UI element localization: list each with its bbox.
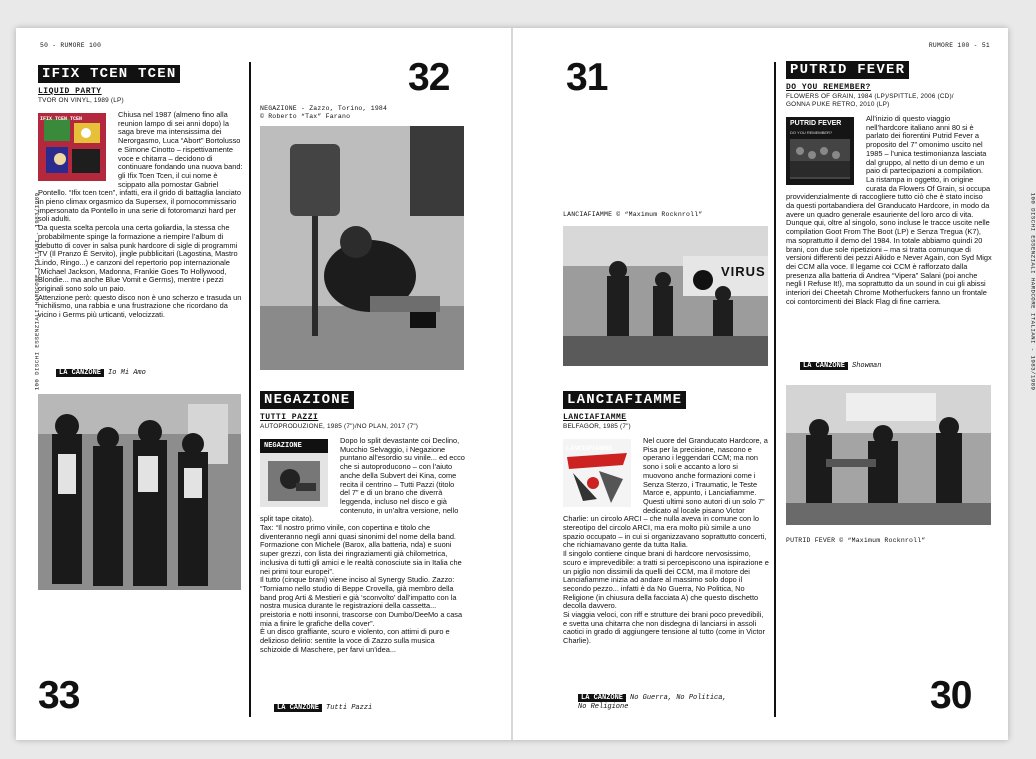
album-title: LANCIAFIAMME — [563, 413, 627, 422]
song-tag: LA CANZONE — [274, 704, 322, 712]
column-rule — [249, 62, 251, 717]
entry-lanciafiamme — [563, 390, 769, 646]
album-title: DO YOU REMEMBER? — [786, 83, 871, 92]
release-label-line: FLOWERS OF GRAIN, 1984 (LP)/SPITTLE, 2006 (CD)/ — [786, 93, 954, 100]
review-paragraph: Questi ultimi sono autori di un solo 7” dedicato al locale pisano Victor Charlie: un circolo ARCI – che nulla aveva in comune con lo stereotipo del circolo ARCI, ma era molto più simile a uno spazio occupato – in cui si organizzavano soprattutto concerti, che richiamavano gente da tutta Italia. — [563, 496, 767, 550]
cover-text: NEGAZIONE — [264, 442, 302, 450]
album-title: LIQUID PARTY — [38, 87, 102, 96]
photo-caption-line: © Roberto “Tax” Farano — [260, 113, 351, 120]
cover-text: PUTRID FEVER — [790, 120, 842, 127]
band-name: IFIX TCEN TCEN — [38, 65, 180, 83]
review-paragraph: La ristampa in oggetto, in origine curata da Flowers Of Grain, si occupa provvidenzialmente di raccogliere tutto ciò che è stato inciso da questi portabandiera del Granducato Hardcore, in modo da avere un quadro generale esauriente del loro arco di vita. Dunque qui, oltre al singolo, sono incluse le tracce uscite nelle compilation Goot From The Boot (LP) e Senza Tregua (K7), ma soprattutto il demo del 1984. In totale abbiamo quindi 20 brani, con due sole ripetizioni – ma si tratta comunque di versioni differenti dei pezzi Aikido e Never Again, con Syd Migx dei CCM alla voce. Il legame coi CCM è rafforzato dalla presenza alla batteria di Andrea “Vipera” Salani (poi anche negli I Refuse It!), ma soprattutto da un sound in cui gli abissi interiori dei Cheetah Chrome Motherfuckers fanno un frontale coi contorcimenti dei Black Flag di fine carriera. — [786, 174, 992, 306]
featured-song — [56, 369, 146, 378]
band-name: PUTRID FEVER — [786, 61, 909, 79]
featured-song — [274, 704, 372, 713]
spine-gutter — [511, 28, 513, 740]
review-text — [563, 437, 769, 646]
review-paragraph: Il tutto (cinque brani) viene inciso al Synergy Studio. Zazzo: “Torniamo nello studio di Beppe Crovella, già membro della band prog Arti & Mestieri e già ‘sconvolto’ dall’impatto con la nostra musica durante le registrazioni della cassetta... preistoria e notti insonni, trascorse con Dumbo/DeeMo a casa mia a finire le grafiche della cover”. — [260, 575, 463, 628]
photo-banner-text: VIRUS — [721, 264, 766, 279]
magazine-spread — [16, 28, 1036, 740]
album-cover — [38, 113, 106, 181]
review-paragraph: È un disco graffiante, scuro e violento, con attimi di puro e delizioso delirio: sentite la voce di Zazzo sulla musica schizoide di Maschere, per farvi un’idea... — [260, 627, 450, 654]
column-rule — [774, 62, 776, 717]
entry-negazione — [260, 390, 466, 655]
page-number: 33 — [38, 674, 80, 717]
side-label-left: 100 DISCHI ESSENZIALI HARDCORE ITALIANI - 1983/1989 — [33, 192, 41, 391]
band-photo-putrid-fever — [786, 385, 991, 525]
album-cover — [786, 117, 854, 185]
review-paragraph: Nel cuore del Granducato Hardcore, a Pisa per la precisione, nascono e operano i leggendari CCM; ma non sono i soli e accanto a loro si muovono anche formazioni come i Senza Sterzo, i Traumatic, le Teste Marce e, appunto, i Lanciafiamme. — [643, 436, 768, 498]
song-tag: LA CANZONE — [56, 369, 104, 377]
band-photo-ifix — [38, 394, 241, 590]
cover-text: IFIX TCEN TCEN — [40, 116, 83, 122]
album-title: TUTTI PAZZI — [260, 413, 319, 422]
page-number: 31 — [566, 56, 608, 99]
band-name: NEGAZIONE — [260, 391, 354, 409]
band-photo-negazione — [260, 126, 464, 370]
side-label-right: 100 DISCHI ESSENZIALI HARDCORE ITALIANI - 1983/1989 — [1029, 192, 1036, 391]
review-paragraph: Da questa scelta percola una certa goliardia, la stessa che probabilmente spinge la formazione a riempire l’album di debutto di cover in salsa punk hardcore di sigle di programmi TV (Il Pranzo È Servito), jingle pubblicitari (Lagostina, Mastro Lindo, Ringo...) e canzoni del repertorio pop internazionale (Michael Jackson, Madonna, Frankie Goes To Hollywood, Blondie... ma anche Blue Vomit e Germs), mentre i pezzi originali sono solo un paio. — [38, 223, 238, 294]
photo-caption — [260, 105, 387, 121]
song-title: Tutti Pazzi — [326, 704, 373, 712]
band-photo-lanciafiamme — [563, 226, 768, 366]
review-paragraph: Chiusa nel 1987 (almeno fino alla reunion lampo di sei anni dopo) la saga breve ma intensissima dei Nerorgasmo, Luca “Abort” Bortolusso e Simone Cinotto – rispettivamente voce e chitarra – decidono di continuare fondando una — [118, 110, 241, 172]
review-paragraph: nuova band: gli Ifix Tcen Tcen, il cui nome è scippato alla pornostar Gabriel Pontello. “Ifix tcen tcen”, infatti, era il grido di battaglia lanciato in pieno climax orgasmico da Supersex, il pornocommissario impersonato da Pontello in una serie di fotoromanzi hard per soli adulti. — [38, 162, 243, 224]
band-name: LANCIAFIAMME — [563, 391, 686, 409]
cover-text: LANCIAFIAMME — [566, 446, 613, 452]
photo-caption: LANCIAFIAMME © “Maximum Rocknroll” — [563, 211, 703, 218]
release-label: TVOR ON VINYL, 1989 (LP) — [38, 97, 124, 104]
photo-caption-line: NEGAZIONE - Zazzo, Torino, 1984 — [260, 105, 388, 112]
running-head-left: 50 - RUMORE 100 — [40, 42, 102, 49]
album-cover — [563, 439, 631, 507]
review-paragraph: Tax: “Il nostro primo vinile, con copertina e titolo che diventeranno negli anni quasi sinonimi del nome della band. Formazione con Michele (Barox, alla batteria, nda) e suoni super grezzi, con lista dei ringraziamenti già chilometrica, inclusiva di tutti gli amici e le realtà conosciute sia in Italia che nei primi tour europei”. — [260, 523, 462, 576]
running-head-right: RUMORE 100 - 51 — [928, 42, 990, 49]
song-title: Showman — [852, 362, 882, 370]
review-paragraph: Si viaggia veloci, con riff e strutture dei brani poco prevedibili, e svetta una chitarra che non disdegna di lanciarsi in assoli caotici in grado di aggiungere tensione al tutto (come in Victor Charlie). — [563, 610, 765, 646]
photo-caption: PUTRID FEVER © “Maximum Rocknroll” — [786, 537, 926, 544]
song-tag: LA CANZONE — [800, 362, 848, 370]
page-number: 30 — [930, 674, 972, 717]
entry-putrid-fever — [786, 60, 992, 306]
release-label: BELFAGOR, 1985 (7") — [563, 423, 631, 430]
review-paragraph: All’inizio di questo viaggio nell’hardcore italiano anni 80 si è parlato dei fiorentini Putrid Fever a proposito del 7” omonimo uscito nel 1985 – l’unica testimonianza lasciata dal gruppo, al netto di un demo e un paio di partecipazioni a compilation. — [866, 114, 987, 176]
song-title-continued: No Religione — [578, 702, 629, 711]
release-label-line: GONNA PUKE RETRO, 2010 (LP) — [786, 101, 890, 108]
featured-song — [578, 694, 727, 711]
song-title: Io Mi Amo — [108, 369, 146, 377]
entry-ifix-tcen-tcen — [38, 64, 244, 320]
release-label — [786, 93, 992, 109]
review-paragraph: Dopo lo split devastante coi Declino, Mucchio Selvaggio, i Negazione puntano all’esordio su vinile... ed ecco che si autoproducono – con l’aiuto anche della Subvert dei Kina, come recita il centrino – Tutti Pazzi (titolo del 7” e di un brano che diverrà leggenda, incluso — [340, 436, 465, 506]
album-cover — [260, 439, 328, 507]
review-paragraph: Il singolo contiene cinque brani di hardcore nervosissimo, scuro e imprevedibile: a tratti si percepiscono una ispirazione e un piglio non dissimili da quelli dei CCM, ma il motore dei Lanciafiamme inizia ad andare al massimo solo dopo il secondo pezzo... infatti è da No Guerra, No Politica, No Religione (in chiusura della facciata A) che questo dischetto decolla davvero. — [563, 549, 769, 611]
review-text — [260, 437, 466, 655]
page-number: 32 — [408, 56, 450, 99]
cover-subtext: DO YOU REMEMBER? — [790, 130, 833, 135]
song-tag: LA CANZONE — [578, 694, 626, 702]
review-text — [786, 115, 992, 306]
song-title: No Guerra, No Politica, — [630, 694, 727, 702]
featured-song — [800, 362, 881, 371]
review-paragraph: Attenzione però: questo disco non è uno scherzo e trasuda un nichilismo, una rabbia e una frustrazione che ricordano da vicino i Germs più urticanti, velocizzati. — [38, 292, 242, 320]
review-paragraph: nel disco e già contenuto, in un’altra versione, nello split tape citato). — [260, 496, 459, 524]
release-label: AUTOPRODUZIONE, 1985 (7")/NO PLAN, 2017 (7") — [260, 423, 419, 430]
review-text — [38, 111, 244, 320]
